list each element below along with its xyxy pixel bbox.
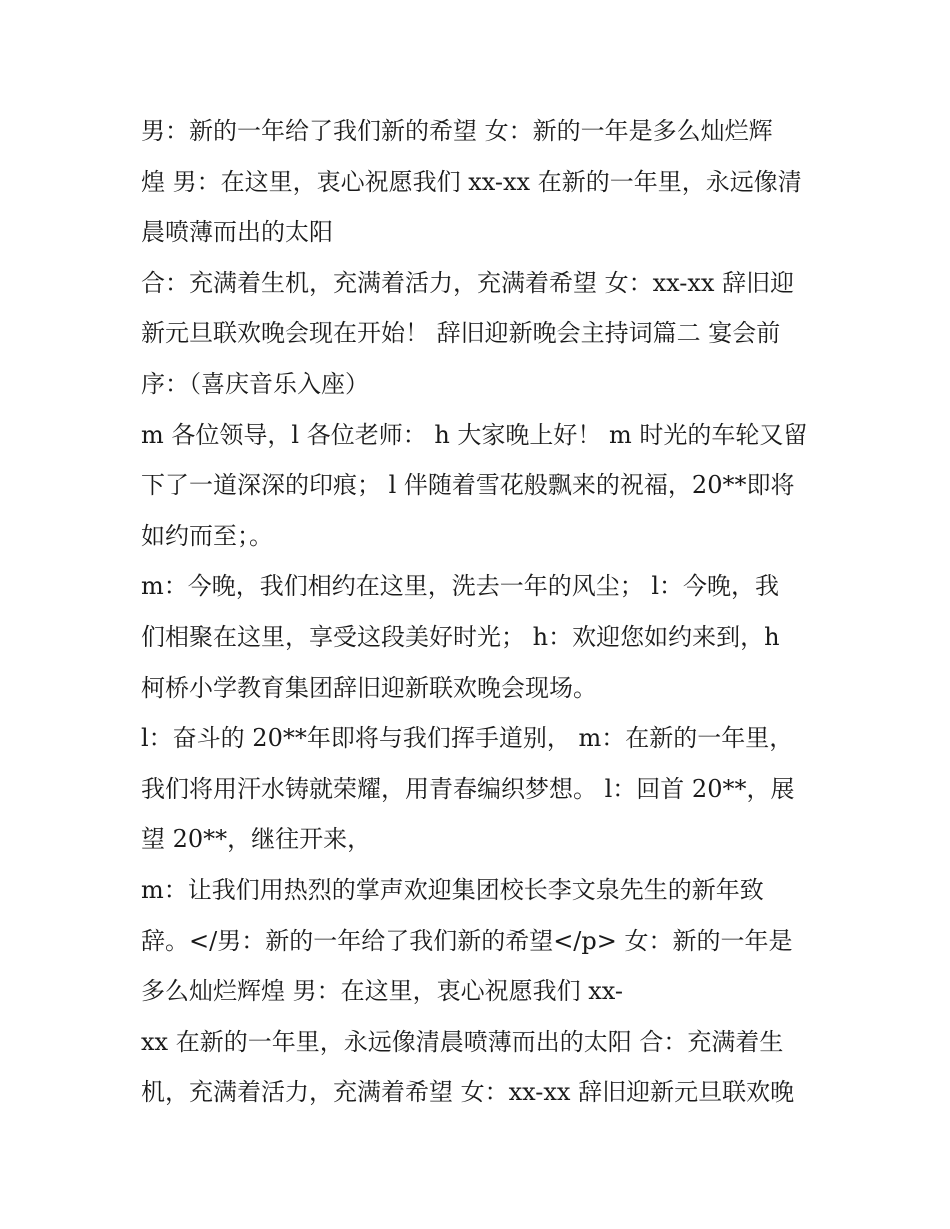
text-line: 如约而至；。 [141,521,273,550]
text-line: m 各位领导，l 各位老师： h 大家晚上好！ m 时光的车轮又留 [141,420,808,449]
text-line: 们相聚在这里，享受这段美好时光； h：欢迎您如约来到，h [141,622,780,651]
text-line: l：奋斗的 20**年即将与我们挥手道别， m：在新的一年里， [141,724,794,753]
text-line: 望 20**，继往开来， [141,825,372,854]
text-line: 合：充满着生机，充满着活力，充满着希望 女：xx-xx 辞旧迎 [141,268,795,297]
text-line: xx 在新的一年里，永远像清晨喷薄而出的太阳 合：充满着生 [141,1027,784,1056]
text-line: 我们将用汗水铸就荣耀，用青春编织梦想。 l：回首 20**，展 [141,774,795,803]
text-line: m：今晚，我们相约在这里，洗去一年的风尘； l：今晚，我 [141,572,780,601]
text-line: 序：（喜庆音乐入座） [141,369,369,398]
text-line: 新元旦联欢晚会现在开始！ 辞旧迎新晚会主持词篇二 宴会前 [141,319,781,348]
text-line: 柯桥小学教育集团辞旧迎新联欢晚会现场。 [141,673,597,702]
text-line: 辞。</男：新的一年给了我们新的希望</p> 女：新的一年是 [141,926,793,955]
text-line: 男：新的一年给了我们新的希望 女：新的一年是多么灿烂辉 [141,117,773,145]
text-line: m：让我们用热烈的掌声欢迎集团校长李文泉先生的新年致 [141,875,764,904]
text-line: 晨喷薄而出的太阳 [141,218,333,247]
document-body [141,106,821,1118]
text-line: 下了一道深深的印痕； l 伴随着雪花般飘来的祝福，20**即将 [141,471,795,500]
text-line: 机，充满着活力，充满着希望 女：xx-xx 辞旧迎新元旦联欢晚 [141,1078,795,1107]
text-line: 煌 男：在这里，衷心祝愿我们 xx-xx 在新的一年里，永远像清 [141,167,802,196]
text-line: 多么灿烂辉煌 男：在这里，衷心祝愿我们 xx- [141,977,624,1006]
